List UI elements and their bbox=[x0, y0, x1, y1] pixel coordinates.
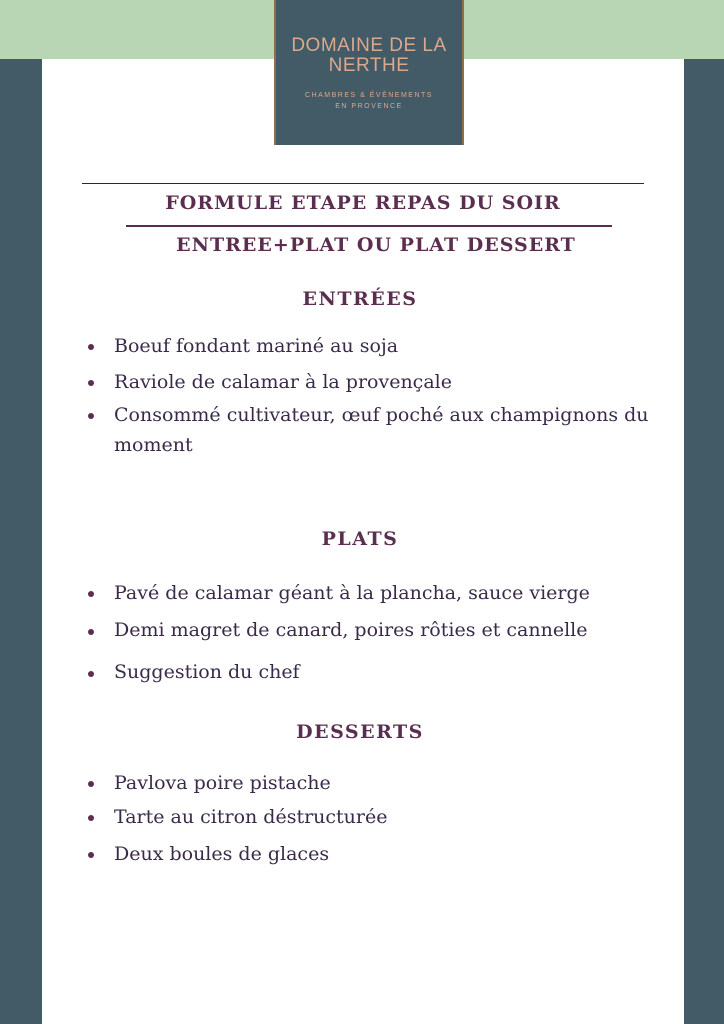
entrees-title: ENTRÉES bbox=[302, 288, 418, 310]
bullet bbox=[88, 815, 94, 821]
bullet bbox=[88, 591, 94, 597]
title-divider bbox=[126, 225, 612, 227]
bullet bbox=[88, 852, 94, 858]
bullet bbox=[88, 781, 94, 787]
dessert-item-1: Pavlova poire pistache bbox=[114, 772, 331, 794]
bullet bbox=[88, 413, 94, 419]
top-rule bbox=[82, 183, 644, 184]
logo-line2: NERTHE bbox=[328, 55, 410, 76]
logo-line1: DOMAINE DE LA bbox=[291, 35, 447, 56]
plat-item-1: Pavé de calamar géant à la plancha, sauce vierge bbox=[114, 582, 590, 604]
entree-item-1: Boeuf fondant mariné au soja bbox=[114, 335, 399, 357]
entree-item-2: Raviole de calamar à la provençale bbox=[114, 371, 452, 393]
logo-tagline2: EN PROVENCE bbox=[335, 103, 403, 110]
bullet bbox=[88, 671, 94, 677]
left-border bbox=[0, 59, 42, 1024]
bullet bbox=[88, 629, 94, 635]
dessert-item-2: Tarte au citron déstructurée bbox=[114, 806, 388, 828]
plat-item-2: Demi magret de canard, poires rôties et cannelle bbox=[114, 619, 588, 641]
menu-subtitle: ENTREE+PLAT OU PLAT DESSERT bbox=[176, 234, 576, 256]
entree-item-3: Consommé cultivateur, œuf poché aux champignons du moment bbox=[114, 404, 649, 456]
dessert-item-3: Deux boules de glaces bbox=[114, 843, 330, 865]
plats-title: PLATS bbox=[321, 528, 399, 550]
plat-item-3: Suggestion du chef bbox=[114, 661, 300, 683]
bullet bbox=[88, 380, 94, 386]
menu-title: FORMULE ETAPE REPAS DU SOIR bbox=[165, 192, 561, 214]
desserts-title: DESSERTS bbox=[296, 721, 424, 743]
bullet bbox=[88, 344, 94, 350]
logo-tagline1: CHAMBRES & ÉVÈNEMENTS bbox=[305, 92, 433, 99]
logo bbox=[274, 0, 464, 145]
right-border bbox=[684, 59, 724, 1024]
